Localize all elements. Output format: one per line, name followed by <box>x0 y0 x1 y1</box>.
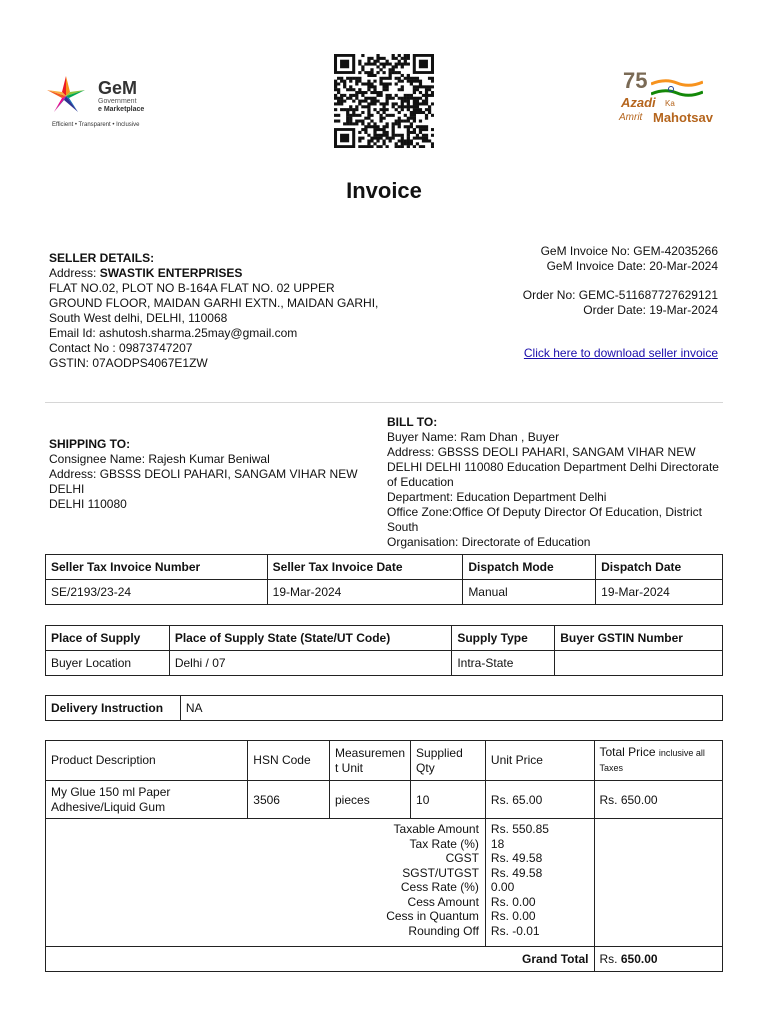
items-table <box>45 740 723 972</box>
measurement-unit-header <box>330 741 411 781</box>
table-row <box>46 651 723 676</box>
azadi-word: Azadi <box>621 95 656 110</box>
tax-value: 18 <box>490 836 505 851</box>
seller-address-line: FLAT NO.02, PLOT NO B-164A FLAT NO. 02 UPPER <box>49 281 335 295</box>
table-header-cell: Place of Supply State (State/UT Code) <box>169 626 452 651</box>
unit-price-header: Unit Price <box>485 741 594 781</box>
table-row <box>46 696 723 721</box>
tax-value: Rs. 49.58 <box>490 851 543 865</box>
tax-value: Rs. 49.58 <box>490 865 543 880</box>
tax-empty-cell <box>594 819 723 947</box>
shipping-address-line: DELHI <box>49 482 85 496</box>
total-price-note: inclusive all <box>658 748 705 758</box>
table-header-cell: Supply Type <box>452 626 555 651</box>
table-cell: Intra-State <box>452 651 555 676</box>
bill-to-details <box>387 415 723 550</box>
download-seller-invoice-link[interactable]: Click here to download seller invoice <box>523 346 718 360</box>
delivery-instruction-value: NA <box>180 696 722 721</box>
organisation: Organisation: Directorate of Education <box>387 535 591 549</box>
hsn-code-cell: 3506 <box>248 781 330 819</box>
order-date: Order Date: 19-Mar-2024 <box>583 303 718 317</box>
buyer-name: Buyer Name: Ram Dhan , Buyer <box>387 430 560 444</box>
table-cell <box>555 651 723 676</box>
grand-total-value: 650.00 <box>620 952 658 966</box>
grand-total-value-cell <box>594 947 723 972</box>
gem-invoice-date: GeM Invoice Date: 20-Mar-2024 <box>546 259 718 273</box>
total-price-note: Taxes <box>599 763 624 773</box>
invoice-meta <box>398 244 718 318</box>
table-header-cell: Seller Tax Invoice Date <box>267 555 463 580</box>
seller-contact: Contact No : 09873747207 <box>49 341 193 355</box>
unit-price-cell: Rs. 65.00 <box>485 781 594 819</box>
delivery-instruction-label: Delivery Instruction <box>46 696 181 721</box>
office-zone-line: Office Zone:Office Of Deputy Director Of Education, District <box>387 505 703 519</box>
tax-label: Tax Rate (%) <box>409 836 479 851</box>
seller-address-line: South West delhi, DELHI, 110068 <box>49 311 228 325</box>
table-cell: Delhi / 07 <box>169 651 452 676</box>
seller-details <box>49 251 379 371</box>
tax-label: CGST <box>445 851 479 865</box>
total-price-cell: Rs. 650.00 <box>594 781 723 819</box>
tax-label: SGST/UTGST <box>402 865 479 880</box>
gem-line1: Government <box>98 98 137 105</box>
tax-label: Rounding Off <box>408 923 479 938</box>
tax-breakdown-row <box>46 819 723 947</box>
table-row <box>46 580 723 605</box>
table-header-row <box>46 555 723 580</box>
page-title: Invoice <box>346 178 422 203</box>
header-line: Qty <box>416 760 435 775</box>
flag-icon <box>651 78 703 98</box>
tax-value: Rs. 0.00 <box>490 894 536 909</box>
table-cell: SE/2193/23-24 <box>46 580 268 605</box>
header-line: Measuremen <box>335 745 406 760</box>
delivery-instruction-table <box>45 695 723 721</box>
table-cell: 19-Mar-2024 <box>596 580 723 605</box>
gem-line2: e Marketplace <box>98 106 145 113</box>
shipping-address-line: DELHI 110080 <box>49 497 127 511</box>
shipping-address-line: Address: GBSSS DEOLI PAHARI, SANGAM VIHAR NEW <box>49 467 358 481</box>
tax-value: Rs. 0.00 <box>490 909 536 923</box>
grand-total-prefix: Rs. <box>599 952 618 966</box>
total-price-header <box>594 741 723 781</box>
seller-address-row <box>49 266 379 281</box>
tax-value: 0.00 <box>490 880 515 894</box>
seller-email: Email Id: ashutosh.sharma.25may@gmail.com <box>49 326 298 340</box>
section-divider <box>45 402 723 403</box>
azadi-amrit: Amrit <box>619 112 643 123</box>
hsn-code-header: HSN Code <box>248 741 330 781</box>
table-header-cell: Buyer GSTIN Number <box>555 626 723 651</box>
shipping-details <box>49 437 369 512</box>
tax-value: Rs. 550.85 <box>490 822 549 836</box>
cell-line: Adhesive/Liquid Gum <box>51 799 166 814</box>
grand-total-label: Grand Total <box>46 947 595 972</box>
table-header-cell: Seller Tax Invoice Number <box>46 555 268 580</box>
seller-heading: SELLER DETAILS: <box>49 251 155 265</box>
cell-line: My Glue 150 ml Paper <box>51 784 171 799</box>
gem-invoice-number: GeM Invoice No: GEM-42035266 <box>540 244 718 258</box>
seller-gstin: GSTIN: 07AODPS4067E1ZW <box>49 356 208 370</box>
gem-tagline: Efficient • Transparent • Inclusive <box>52 122 140 128</box>
azadi-mahotsav: Mahotsav <box>653 110 713 125</box>
table-header-cell: Place of Supply <box>46 626 170 651</box>
table-header-cell: Dispatch Mode <box>463 555 596 580</box>
qr-code-icon <box>334 54 434 148</box>
tax-label: Cess Amount <box>407 894 479 909</box>
azadi-ka: Ka <box>665 99 675 108</box>
seller-name: SWASTIK ENTERPRISES <box>99 266 243 280</box>
supplied-qty-cell: 10 <box>411 781 486 819</box>
seller-address-label: Address: <box>49 266 97 280</box>
table-cell: 19-Mar-2024 <box>267 580 463 605</box>
supply-table <box>45 625 723 676</box>
gem-brand: GeM <box>98 78 138 98</box>
tax-labels-cell <box>46 819 486 947</box>
supplied-qty-header <box>411 741 486 781</box>
tax-label: Taxable Amount <box>393 822 479 836</box>
grand-total-row <box>46 947 723 972</box>
bill-address-line: of Education <box>387 475 454 489</box>
measurement-unit-cell: pieces <box>330 781 411 819</box>
total-price-label: Total Price <box>599 745 656 759</box>
qr-code <box>334 54 434 148</box>
table-cell: Buyer Location <box>46 651 170 676</box>
bill-address-line: Address: GBSSS DEOLI PAHARI, SANGAM VIHAR NEW <box>387 445 696 459</box>
shipping-heading: SHIPPING TO: <box>49 437 131 451</box>
bill-to-heading: BILL TO: <box>387 415 438 429</box>
table-row <box>46 781 723 819</box>
table-header-cell: Dispatch Date <box>596 555 723 580</box>
table-header-row <box>46 626 723 651</box>
bill-address-line: DELHI DELHI 110080 Education Department Delhi Directorate <box>387 460 719 474</box>
dispatch-table <box>45 554 723 605</box>
tax-label: Cess Rate (%) <box>400 880 479 894</box>
header-line: Supplied <box>416 745 463 760</box>
tax-values-cell <box>485 819 594 947</box>
table-header-row <box>46 741 723 781</box>
header-line: t Unit <box>335 760 364 775</box>
header-line <box>600 745 718 761</box>
product-description-header: Product Description <box>46 741 248 781</box>
order-number: Order No: GEMC-511687727629121 <box>522 288 718 302</box>
tax-value: Rs. -0.01 <box>490 923 540 938</box>
table-cell: Manual <box>463 580 596 605</box>
seller-address-line: GROUND FLOOR, MAIDAN GARHI EXTN., MAIDAN GARHI, <box>49 296 379 310</box>
department: Department: Education Department Delhi <box>387 490 607 504</box>
tax-label: Cess in Quantum <box>386 909 479 923</box>
azadi-ka-amrit-mahotsav-logo <box>615 68 725 130</box>
office-zone-line: South <box>387 520 419 534</box>
azadi-number: 75 <box>623 68 648 93</box>
product-description-cell <box>46 781 248 819</box>
gem-logo <box>44 70 164 132</box>
consignee-name: Consignee Name: Rajesh Kumar Beniwal <box>49 452 270 466</box>
